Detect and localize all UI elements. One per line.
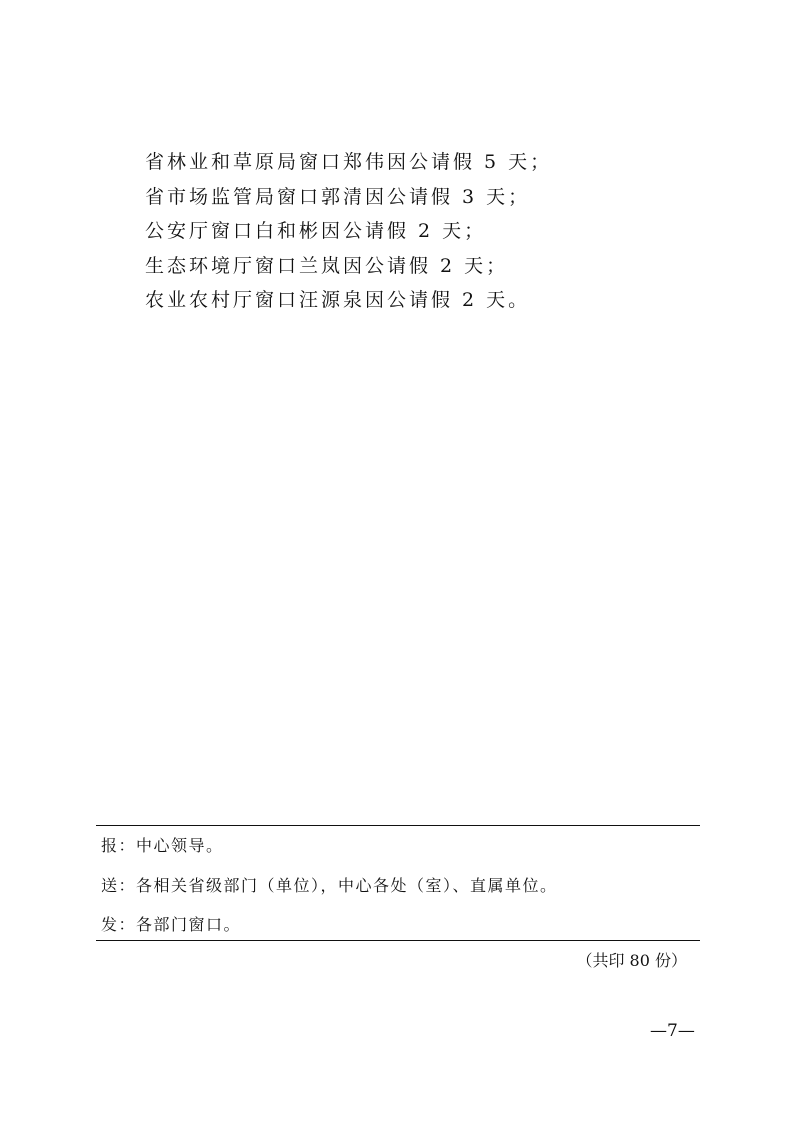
distribution-bottom-rule	[96, 940, 700, 941]
leave-notice-item: 生态环境厅窗口兰岚因公请假 2 天；	[145, 254, 509, 277]
distribution-report-line: 报：中心领导。	[101, 836, 224, 855]
leave-notice-list	[145, 145, 552, 318]
leave-notice-item: 省林业和草原局窗口郑伟因公请假 5 天；	[145, 151, 553, 173]
distribution-top-rule	[96, 825, 700, 826]
page-number: —7—	[650, 1021, 695, 1041]
distribution-issue-line: 发：各部门窗口。	[101, 915, 242, 934]
leave-notice-item: 省市场监管局窗口郭清因公请假 3 天；	[145, 185, 531, 208]
leave-notice-item: 公安厅窗口白和彬因公请假 2 天；	[145, 220, 487, 242]
leave-notice-item: 农业农村厅窗口汪源泉因公请假 2 天。	[145, 289, 531, 311]
distribution-send-line: 送：各相关省级部门（单位），中心各处（室）、直属单位。	[101, 876, 558, 895]
copies-note: （共印 80 份）	[576, 951, 687, 970]
